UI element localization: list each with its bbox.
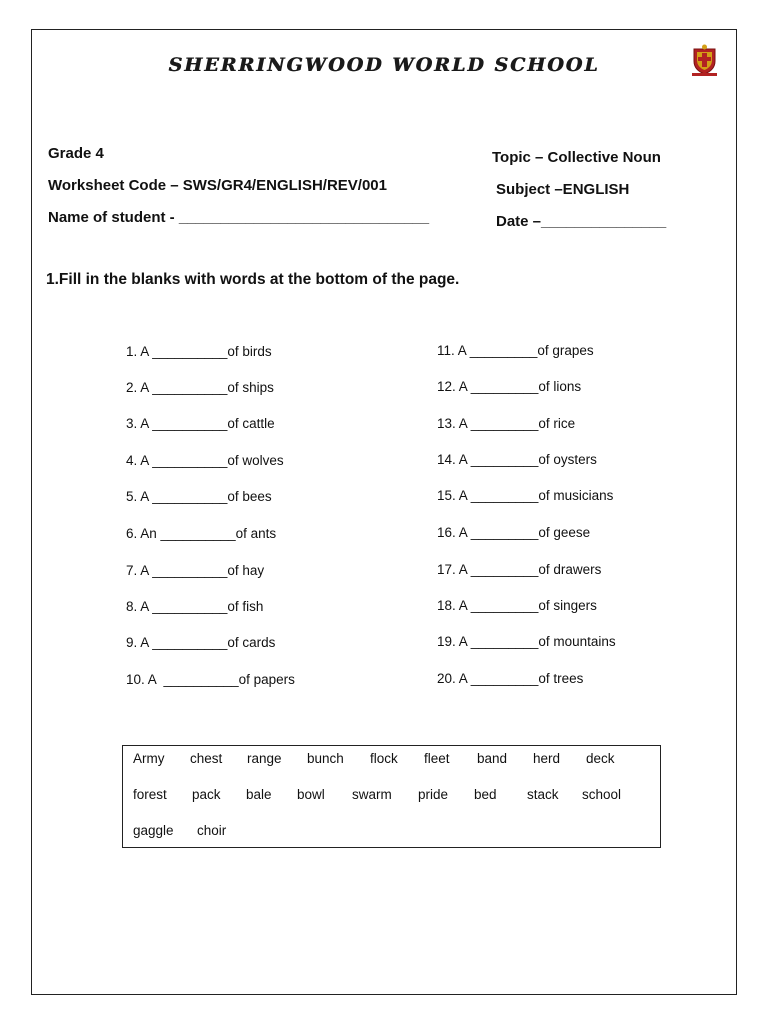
school-name: SHERRINGWOOD WORLD SCHOOL [168, 54, 600, 76]
question-item: 8. A __________of fish [126, 599, 264, 614]
question-item: 13. A _________of rice [437, 416, 576, 431]
word-bank-item: Army [133, 751, 165, 766]
topic-label: Topic – Collective Noun [492, 149, 661, 166]
word-bank-item: bunch [307, 751, 344, 766]
question-item: 5. A __________of bees [126, 489, 272, 504]
student-name-field: Name of student - ______________________________ [48, 209, 430, 226]
question-item: 17. A _________of drawers [437, 562, 602, 577]
worksheet-code: Worksheet Code – SWS/GR4/ENGLISH/REV/001 [48, 177, 387, 194]
word-bank-item: forest [133, 787, 167, 802]
question-item: 19. A _________of mountains [437, 634, 616, 649]
question-item: 11. A _________of grapes [437, 343, 594, 358]
question-item: 10. A __________of papers [126, 672, 295, 687]
word-bank-item: flock [370, 751, 398, 766]
word-bank-item: stack [527, 787, 559, 802]
question-item: 14. A _________of oysters [437, 452, 597, 467]
word-bank-item: bowl [297, 787, 325, 802]
word-bank-item: band [477, 751, 508, 766]
subject-label: Subject –ENGLISH [496, 181, 630, 198]
school-crest-icon [688, 43, 721, 77]
question-item: 3. A __________of cattle [126, 416, 275, 431]
word-bank-item: choir [197, 823, 227, 838]
question-item: 4. A __________of wolves [126, 453, 284, 468]
word-bank-item: pride [418, 787, 449, 802]
question-item: 2. A __________of ships [126, 380, 274, 395]
question-item: 20. A _________of trees [437, 671, 584, 686]
word-bank-item: range [247, 751, 282, 766]
word-bank-item: swarm [352, 787, 392, 802]
word-bank-item: fleet [424, 751, 450, 766]
question-item: 7. A __________of hay [126, 563, 265, 578]
word-bank-item: pack [192, 787, 221, 802]
word-bank-item: chest [190, 751, 223, 766]
question-item: 9. A __________of cards [126, 635, 276, 650]
date-field: Date –_______________ [496, 213, 667, 230]
grade-label: Grade 4 [48, 145, 104, 162]
question-item: 18. A _________of singers [437, 598, 597, 613]
question-item: 12. A _________of lions [437, 379, 582, 394]
page-border [31, 29, 737, 995]
question-item: 15. A _________of musicians [437, 488, 614, 503]
question-item: 16. A _________of geese [437, 525, 591, 540]
instruction: 1.Fill in the blanks with words at the bottom of the page. [46, 271, 460, 288]
word-bank-item: bed [474, 787, 497, 802]
word-bank-item: school [582, 787, 622, 802]
word-bank-item: bale [246, 787, 272, 802]
word-bank-item: herd [533, 751, 561, 766]
word-bank-item: deck [586, 751, 615, 766]
word-bank-item: gaggle [133, 823, 174, 838]
question-item: 6. An __________of ants [126, 526, 277, 541]
question-item: 1. A __________of birds [126, 344, 272, 359]
